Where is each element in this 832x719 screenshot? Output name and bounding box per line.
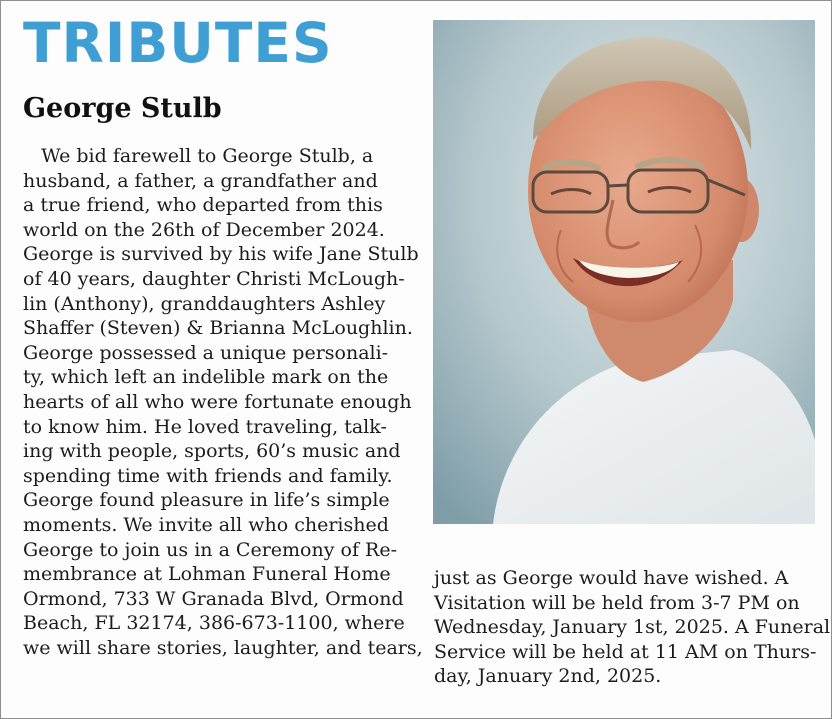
body-line: George to join us in a Ceremony of Re- [23, 538, 397, 561]
body-line: day, January 2nd, 2025. [434, 665, 662, 688]
body-line: spending time with friends and family. [23, 464, 393, 487]
body-line: Service will be held at 11 AM on Thurs- [434, 640, 817, 663]
body-line: lin (Anthony), granddaughters Ashley [23, 292, 386, 315]
body-line: husband, a father, a grandfather and [23, 169, 378, 192]
body-line: George possessed a unique personali- [23, 341, 389, 364]
body-line: to know him. He loved traveling, talk- [23, 415, 387, 438]
body-line: of 40 years, daughter Christi McLough- [23, 267, 405, 290]
body-line: George found pleasure in life’s simple [23, 489, 390, 512]
obituary-name: George Stulb [23, 93, 222, 124]
body-line: we will share stories, laughter, and tears, [23, 636, 423, 659]
body-line: Beach, FL 32174, 386-673-1100, where [23, 612, 405, 635]
section-title: TRIBUTES [23, 11, 333, 75]
body-line: Shaffer (Steven) & Brianna McLoughlin. [23, 317, 413, 340]
body-line: just as George would have wished. A [434, 567, 789, 589]
body-line: hearts of all who were fortunate enough [23, 390, 412, 413]
body-line: ing with people, sports, 60’s music and [23, 440, 401, 463]
portrait-photo [433, 20, 815, 524]
body-line: Visitation will be held from 3-7 PM on [434, 591, 800, 614]
body-column-right [434, 566, 830, 689]
body-line: George is survived by his wife Jane Stulb [23, 243, 419, 266]
body-line: world on the 26th of December 2024. [23, 218, 385, 241]
portrait-image [433, 20, 815, 524]
body-line: a true friend, who departed from this [23, 194, 383, 217]
body-line: Wednesday, January 1st, 2025. A Funeral [434, 616, 831, 639]
body-line: We bid farewell to George Stulb, a [23, 145, 374, 167]
body-line: ty, which left an indelible mark on the [23, 366, 389, 389]
body-line: membrance at Lohman Funeral Home [23, 563, 391, 586]
body-line: Ormond, 733 W Granada Blvd, Ormond [23, 587, 404, 610]
body-column-left [23, 144, 423, 660]
body-line: moments. We invite all who cherished [23, 513, 389, 536]
